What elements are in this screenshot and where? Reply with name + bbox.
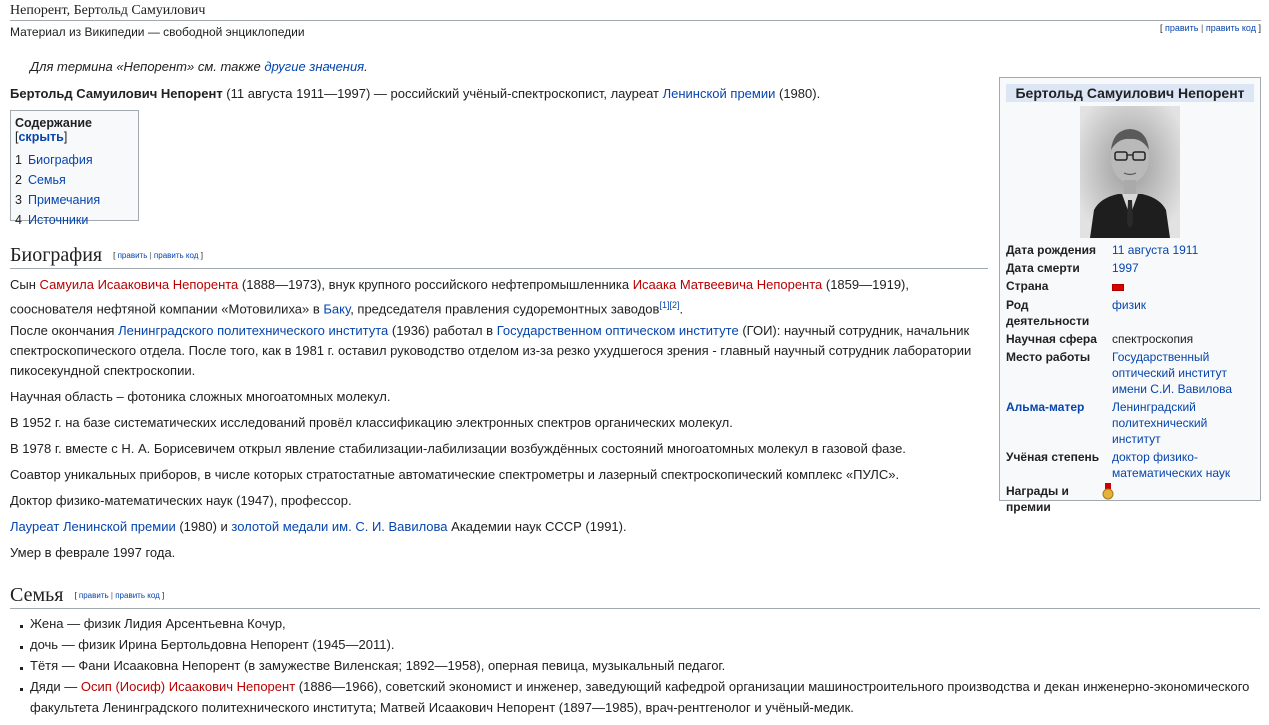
toc-title: Содержание xyxy=(15,116,93,130)
alma-mater-link[interactable]: Ленинградский политехнический институт xyxy=(1112,400,1208,446)
portrait-image xyxy=(1080,106,1180,238)
lead-paragraph: Бертольд Самуилович Непорент (11 августа 1911—1997) — российский учёный-спектроскопист, лауреат Ленинской премии (1980). xyxy=(10,86,821,101)
baku-link[interactable]: Баку xyxy=(323,301,351,317)
bio-paragraph-8: Лауреат Ленинской премии (1980) и золотой медали им. С. И. Вавилова Академии наук СССР (1991). xyxy=(10,519,627,534)
toc-item[interactable]: 4 Источники xyxy=(15,213,89,227)
father-redlink[interactable]: Самуила Исааковича Непорента xyxy=(39,277,239,292)
infobox-row-field: Научная сфера спектроскопия xyxy=(1006,331,1254,347)
page-edit-links: [ править | править код ] xyxy=(1159,23,1261,33)
bio-paragraph-2: После окончания Ленинградского политехнического института (1936) работал в Государственном оптическом институте (ГОИ): научный сотрудник, начальник спектроскопического отдела. После того, как в 1981 г. оставил руководство отделом из-за резко ухудшегося зрения - главный научный сотрудник лаборатории пикосекундной спектроскопии. xyxy=(10,323,972,378)
toc-item[interactable]: 1 Биография xyxy=(15,153,93,167)
field-value: спектроскопия xyxy=(1112,332,1194,346)
infobox-row-degree: Учёная степень доктор физико-математических наук xyxy=(1006,450,1231,480)
table-of-contents xyxy=(10,110,139,227)
family-list xyxy=(10,613,1260,718)
edit-link[interactable]: править xyxy=(1164,23,1199,33)
page-subtitle: Материал из Википедии — свободной энциклопедии xyxy=(10,25,305,39)
section-title: Семья xyxy=(10,584,64,606)
bio-paragraph-1: Сын Самуила Исааковича Непорента (1888—1973), внук крупного российского нефтепромышленника Исаака Матвеевича Непорента (1859—1919), сооснователя нефтяной компании «Мотовилиха» в Баку, председателя правления судоремонтных заводов[1][2]. xyxy=(10,277,909,317)
medal-icon[interactable] xyxy=(1102,483,1114,505)
vavilov-medal-link[interactable]: золотой медали им. С. И. Вавилова xyxy=(231,519,448,534)
page-title: Непорент, Бертольд Самуилович xyxy=(10,2,1261,21)
reference-link[interactable]: [1][2] xyxy=(659,300,680,310)
ussr-flag-icon[interactable] xyxy=(1112,284,1124,291)
portrait-photo[interactable] xyxy=(1080,106,1180,238)
section-edit-code-link[interactable]: править код xyxy=(153,251,199,261)
toc-header: Содержание [скрыть] xyxy=(15,116,93,144)
grandfather-redlink[interactable]: Исаака Матвеевича Непорента xyxy=(632,277,823,292)
degree-link[interactable]: доктор физико-математических наук xyxy=(1112,450,1231,480)
infobox-row-alma-mater xyxy=(1006,399,1254,447)
infobox-row-awards: Награды и премии xyxy=(1006,483,1254,515)
birth-date-link[interactable]: 11 августа 1911 xyxy=(1112,243,1199,257)
bio-paragraph-9: Умер в феврале 1997 года. xyxy=(10,545,176,560)
alma-mater-label-link[interactable]: Альма-матер xyxy=(1006,400,1085,414)
bio-paragraph-3: Научная область – фотоника сложных многоатомных молекул. xyxy=(10,389,391,404)
section-heading-biography xyxy=(10,243,988,269)
list-item: дочь — физик Ирина Бертольдовна Непорент (1945—2011). xyxy=(10,634,1260,655)
lenin-prize-link[interactable]: Ленинской премии xyxy=(662,86,776,101)
death-date-link[interactable]: 1997 xyxy=(1112,261,1139,275)
infobox xyxy=(999,77,1261,514)
bio-paragraph-4: В 1952 г. на базе систематических исследований провёл классификацию электронных спектров органических молекул. xyxy=(10,415,733,430)
list-item: Тётя — Фани Исааковна Непорент (в замужестве Виленская; 1892—1958), оперная певица, музыкальный педагог. xyxy=(10,655,1260,676)
toc-list xyxy=(15,150,134,230)
infobox-row-workplace: Место работы Государственный оптический институт имени С.И. Вавилова xyxy=(1006,350,1233,396)
toc-item[interactable]: 3 Примечания xyxy=(15,193,101,207)
section-title: Биография xyxy=(10,244,103,266)
infobox-row-occupation: Род деятельности физик xyxy=(1006,298,1147,328)
toc-link-sources[interactable]: Источники xyxy=(27,213,89,227)
occupation-link[interactable]: физик xyxy=(1112,298,1147,312)
edit-code-link[interactable]: править код xyxy=(1205,23,1256,33)
list-item: Дяди — Осип (Иосиф) Исаакович Непорент (1886—1966), советский экономист и инженер, заведующий кафедрой организации машиностроительного производства и декан инженерно-экономического факультета Ленинградского политехнического института; Матвей Исаакович Непорент (1897—1985), врач-рентгенолог и учёный-медик. xyxy=(10,676,1260,718)
subject-name: Бертольд Самуилович Непорент xyxy=(10,86,223,101)
toc-hide-link[interactable]: скрыть xyxy=(18,130,64,144)
toc-item[interactable]: 2 Семья xyxy=(15,173,66,187)
infobox-row-birth: Дата рождения 11 августа 1911 xyxy=(1006,243,1199,257)
goi-link[interactable]: Государственном оптическом институте xyxy=(496,323,739,338)
lenin-laureate-link[interactable]: Лауреат Ленинской премии xyxy=(10,519,176,534)
toc-link-biography[interactable]: Биография xyxy=(27,153,93,167)
polytech-link[interactable]: Ленинградского политехнического института xyxy=(118,323,389,338)
workplace-link[interactable]: Государственный оптический институт имени С.И. Вавилова xyxy=(1112,350,1233,396)
toc-link-notes[interactable]: Примечания xyxy=(27,193,101,207)
hatnote-text: Для термина «Непорент» см. также xyxy=(30,59,265,74)
bio-paragraph-5: В 1978 г. вместе с Н. А. Борисевичем открыл явление стабилизации-лабилизации возбуждённых состояний многоатомных молекул в газовой фазе. xyxy=(10,441,906,456)
infobox-row-country: Страна xyxy=(1006,278,1254,295)
uncle-redlink[interactable]: Осип (Иосиф) Исаакович Непорент xyxy=(80,679,296,694)
infobox-row-death: Дата смерти 1997 xyxy=(1006,261,1139,275)
section-edit-links: [ править | править код ] xyxy=(113,251,203,261)
edit-separator: | xyxy=(1201,23,1204,33)
bio-paragraph-6: Соавтор уникальных приборов, в числе которых стратостатные автоматические спектрометры и лазерный спектроскопический комплекс «ПУЛС». xyxy=(10,467,900,482)
section-edit-link[interactable]: править xyxy=(78,591,109,601)
section-edit-links: [ править | править код ] xyxy=(74,591,165,601)
list-item: Жена — физик Лидия Арсентьевна Кочур, xyxy=(10,613,1260,634)
bio-paragraph-7: Доктор физико-математических наук (1947), профессор. xyxy=(10,493,352,508)
hatnote-link[interactable]: другие значения xyxy=(264,59,365,74)
section-heading-family xyxy=(10,583,1260,609)
infobox-title: Бертольд Самуилович Непорент xyxy=(1006,84,1254,102)
section-edit-link[interactable]: править xyxy=(117,251,148,261)
section-edit-code-link[interactable]: править код xyxy=(115,591,160,601)
toc-link-family[interactable]: Семья xyxy=(27,173,66,187)
hatnote: Для термина «Непорент» см. также другие значения. xyxy=(30,59,368,74)
